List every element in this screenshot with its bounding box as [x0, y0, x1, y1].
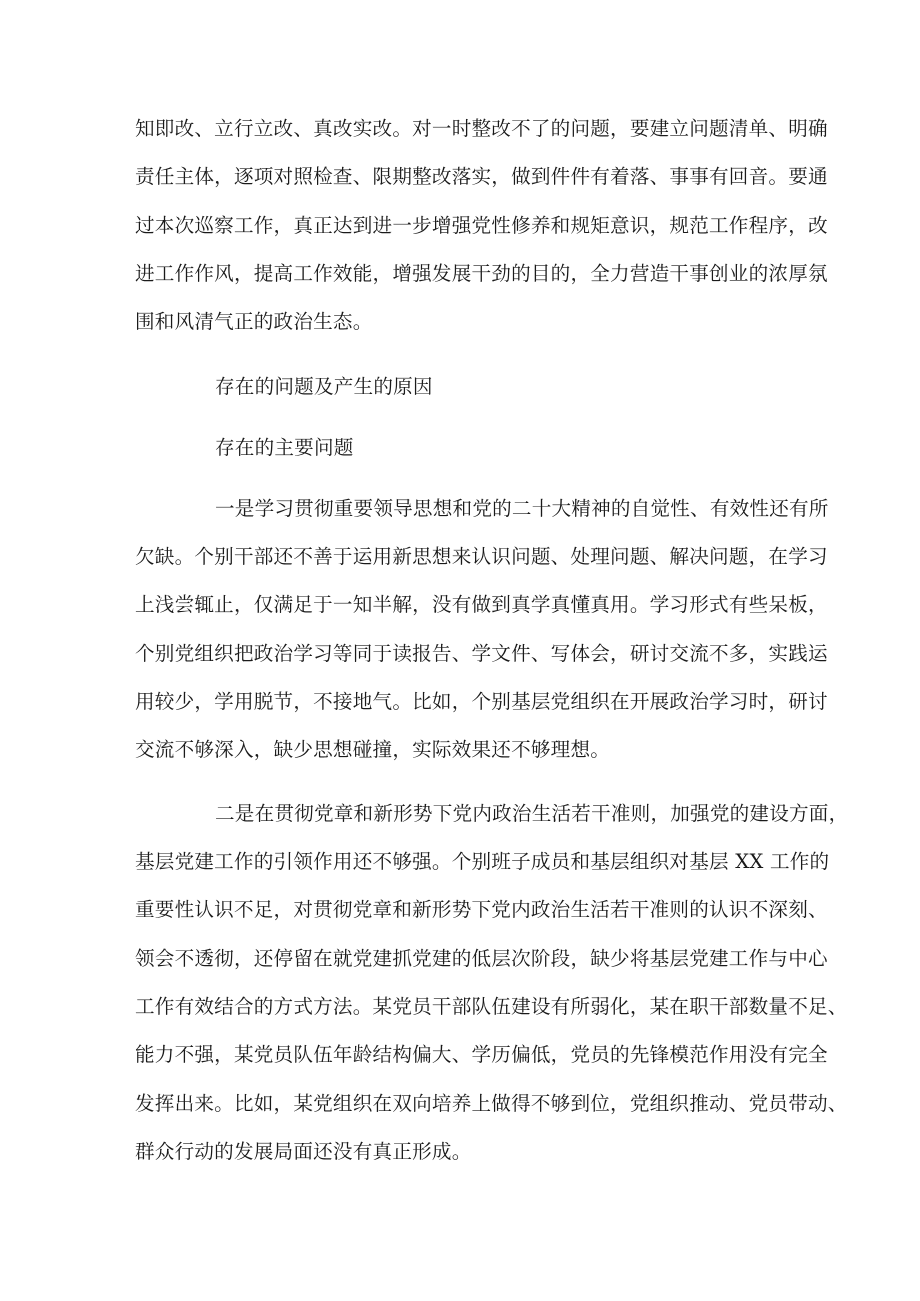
paragraph-line: 工作有效结合的方式方法。某党员干部队伍建设有所弱化，某在职干部数量不足、 [135, 995, 848, 1018]
paragraph-line: 责任主体，逐项对照检查、限期整改落实，做到件件有着落、事事有回音。要通 [135, 165, 828, 188]
paragraph-line: 领会不透彻，还停留在就党建抓党建的低层次阶段，缺少将基层党建工作与中心 [135, 947, 828, 970]
paragraph-line: 一是学习贯彻重要领导思想和党的二十大精神的自觉性、有效性还有所 [215, 497, 829, 520]
paragraph-line: 知即改、立行立改、真改实改。对一时整改不了的问题，要建立问题清单、明确 [135, 117, 828, 140]
paragraph-line: 欠缺。个别干部还不善于运用新思想来认识问题、处理问题、解决问题，在学习 [135, 545, 828, 568]
paragraph-line: 上浅尝辄止，仅满足于一知半解，没有做到真学真懂真用。学习形式有些呆板， [135, 593, 828, 616]
paragraph-line: 交流不够深入，缺少思想碰撞，实际效果还不够理想。 [135, 738, 611, 761]
paragraph-line: 用较少，学用脱节，不接地气。比如，个别基层党组织在开展政治学习时，研讨 [135, 690, 828, 713]
paragraph-line: 基层党建工作的引领作用还不够强。个别班子成员和基层组织对基层 XX 工作的 [135, 850, 830, 873]
paragraph-line: 重要性认识不足，对贯彻党章和新形势下党内政治生活若干准则的认识不深刻、 [135, 898, 828, 921]
paragraph-line: 发挥出来。比如，某党组织在双向培养上做得不够到位，党组织推动、党员带动、 [135, 1092, 848, 1115]
section-heading: 存在的问题及产生的原因 [215, 375, 433, 398]
paragraph-line: 围和风清气正的政治生态。 [135, 310, 373, 333]
paragraph-line: 二是在贯彻党章和新形势下党内政治生活若干准则，加强党的建设方面， [215, 802, 849, 825]
paragraph-line: 个别党组织把政治学习等同于读报告、学文件、写体会，研讨交流不多，实践运 [135, 642, 828, 665]
paragraph-line: 过本次巡察工作，真正达到进一步增强党性修养和规矩意识，规范工作程序，改 [135, 214, 828, 237]
paragraph-line: 能力不强，某党员队伍年龄结构偏大、学历偏低，党员的先锋模范作用没有完全 [135, 1043, 828, 1066]
subsection-heading: 存在的主要问题 [215, 436, 354, 459]
paragraph-line: 群众行动的发展局面还没有真正形成。 [135, 1140, 472, 1163]
paragraph-line: 进工作作风，提高工作效能，增强发展干劲的目的，全力营造干事创业的浓厚氛 [135, 262, 828, 285]
